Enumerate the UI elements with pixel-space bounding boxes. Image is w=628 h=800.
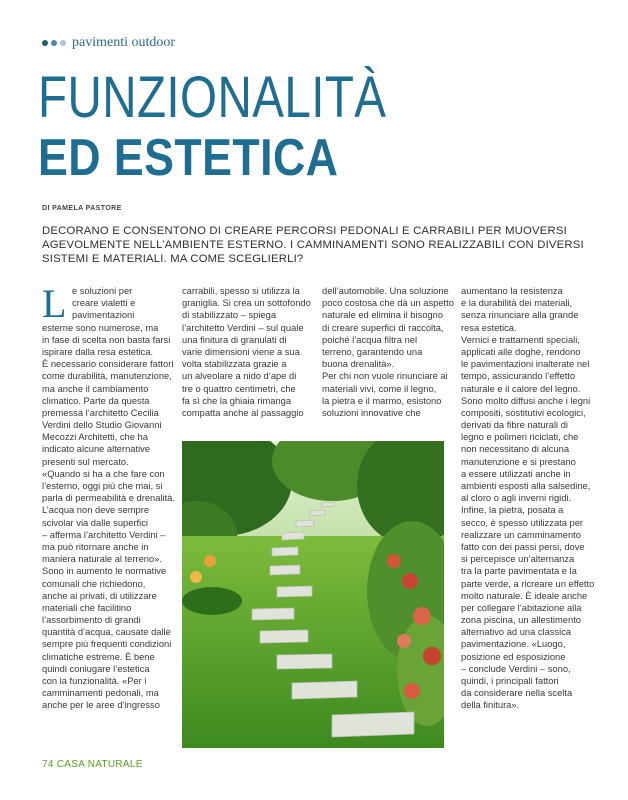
text-line: sempre più frequenti condizioni [42, 639, 172, 650]
text-line: – afferma l’architetto Verdini – [42, 529, 166, 540]
section-dots-icon [42, 40, 66, 46]
text-line: una finitura di granulati di [182, 334, 287, 345]
text-line: Sono in aumento le normative [42, 566, 167, 577]
text-line: materiali che facilitino [42, 602, 132, 613]
text-line: premessa l’architetto Cecilia [42, 407, 159, 418]
text-line: esterne sono numerose, ma [42, 322, 159, 333]
title-line-1: FUNZIONALITÀ [38, 65, 387, 130]
text-line: ambienti esposti alla salsedine, [461, 481, 591, 491]
text-line: camminamenti pedonali, ma [42, 688, 159, 699]
text-line: in fase di scelta non basta farsi [42, 334, 171, 345]
text-line: climatico. Parte da questa [42, 395, 150, 406]
text-line: graniglia. Si crea un sottofondo [182, 298, 311, 309]
column-3 [322, 285, 454, 419]
text-line: zona piscina, un allestimento [461, 615, 581, 626]
column-1 [42, 281, 175, 712]
text-line: fatto con dei passi persi, dove [461, 541, 585, 552]
text-line: aumentano la resistenza [461, 286, 563, 296]
text-line: poco costosa che dà un aspetto [322, 298, 454, 309]
text-line: soluzioni innovative che [322, 407, 421, 418]
text-line: applicati alle doghe, rendono [461, 346, 581, 357]
text-line: per collegare l’abitazione alla [461, 602, 582, 613]
text-line: naturale e il calore del legno. [461, 383, 581, 394]
article-title [38, 65, 463, 187]
text-line: volta stabilizzata grazie a [182, 359, 287, 370]
text-line: quindi, i principali fattori [461, 676, 559, 686]
text-line: compatta anche al passaggio [182, 407, 304, 418]
text-line: ma può ritornare anche in [42, 541, 149, 552]
text-line: le pavimentazioni inalterate nel [461, 359, 590, 370]
text-line: con la funzionalità. «Per i [42, 676, 147, 686]
text-line: della finitura». [461, 700, 520, 711]
text-line: come durabilità, manutenzione, [42, 371, 172, 382]
text-line: buona drenalità». [322, 359, 395, 370]
text-line: È necessario considerare fattori [42, 359, 174, 370]
text-line: di creare superfici di raccolta, [322, 322, 444, 333]
text-line: Vernici e trattamenti speciali, [461, 334, 580, 345]
text-line: a essere utilizzati anche in [461, 468, 571, 479]
text-line: – conclude Verdini – sono, [461, 663, 571, 674]
text-line: presenti sul mercato. [42, 456, 129, 467]
text-line: al cloro o agli inverni rigidi. [461, 493, 572, 504]
text-line: pavimentazione. «Luogo, [461, 639, 566, 650]
text-line: derivati da fibre naturali di [461, 420, 568, 431]
folio [42, 759, 143, 770]
text-line: alternativo ad una classica [461, 627, 572, 638]
title-line-2: ED ESTETICA [38, 128, 339, 187]
garden-path-photo [182, 441, 444, 748]
text-line: poiché l’acqua filtra nel [322, 334, 418, 345]
text-line: tre o quattro centimetri, che [182, 383, 296, 394]
page-number: 74 [42, 759, 54, 770]
column-2 [182, 285, 311, 419]
text-line: Verdini dello Studio Giovanni [42, 420, 162, 431]
standfirst: DECORANO E CONSENTONO DI CREARE PERCORSI PEDONALI E CARRABILI PER MUOVERSI AGEVOLMENTE NELL’AMBIENTE ESTERNO. I CAMMINAMENTI SONO REALIZZABILI CON DIVERSI SISTEMI E MATERIALI. MA COME SCEGLIERLI? [42, 225, 584, 265]
text-line: un alveolare a nido d’ape di [182, 371, 297, 382]
text-line: da considerare nella scelta [461, 688, 573, 699]
text-line: di stabilizzato – spiega [182, 310, 277, 321]
section-label: pavimenti outdoor [72, 35, 176, 50]
text-line: maniera naturale al terreno». [42, 554, 162, 565]
text-line: Mecozzi Architetti, che ha [42, 432, 148, 443]
byline: DI PAMELA PASTORE [42, 205, 122, 212]
text-line: Sono molto diffusi anche i legni [461, 395, 591, 406]
text-line: compositi, sostitutivi ecologici, [461, 407, 586, 418]
text-line: tra la parte pavimentata e la [461, 566, 577, 577]
text-line: resa estetica. [461, 322, 517, 333]
text-line: indicato alcune alternative [42, 444, 151, 455]
text-line: Infine, la pietra, posata a [461, 505, 564, 516]
text-line: pavimentazioni [72, 310, 135, 321]
text-line: dell’automobile. Una soluzione [322, 286, 449, 296]
text-line: non necessitano di alcuna [461, 444, 570, 455]
text-line: carrabili, spesso si utilizza la [182, 286, 300, 296]
text-line: ma anche il cambiamento [42, 383, 149, 394]
text-line: comunali che richiedono, [42, 578, 146, 589]
text-line: quantità d’acqua, causate dalle [42, 627, 171, 638]
text-line: anche ai privati, di utilizzare [42, 590, 157, 601]
text-line: molto naturale. È ideale anche [461, 590, 588, 601]
column-4 [461, 285, 594, 712]
text-line: terreno, garantendo una [322, 346, 423, 357]
text-line: posizione ed esposizione [461, 651, 566, 662]
text-line: L’acqua non deve sempre [42, 505, 150, 516]
text-line: tempo, assicurando l’effetto [461, 371, 576, 382]
text-line: quindi coniugare l’estetica [42, 663, 150, 674]
text-line: creare vialetti e [72, 298, 136, 309]
text-line: legno e polimeri riciclati, che [461, 432, 579, 443]
text-line: Per chi non vuole rinunciare ai [322, 371, 448, 382]
text-line: si percepisce un’alternanza [461, 554, 575, 565]
text-line: parte verde, a ricreare un effetto [461, 578, 595, 589]
text-line: e soluzioni per [72, 286, 133, 296]
text-line: materiali vivi, come il legno, [322, 383, 437, 394]
text-line: senza rinunciare alla grande [461, 310, 579, 321]
text-line: l’esterno, oggi più che mai, si [42, 481, 163, 491]
text-line: scivolar via dalle superfici [42, 517, 148, 528]
text-line: realizzare un camminamento [461, 529, 581, 540]
text-line: fa sì che la ghiaia rimanga [182, 395, 292, 406]
magazine-name: CASA NATURALE [56, 759, 143, 770]
text-line: e la durabilità dei materiali, [461, 298, 573, 309]
drop-cap: L [42, 281, 67, 326]
section-tag [42, 35, 175, 51]
text-line: l’architetto Verdini – sul quale [182, 322, 304, 333]
text-line: climatiche estreme. È bene [42, 651, 155, 662]
text-line: manutenzione e si prestano [461, 456, 576, 467]
text-line: l’assorbimento di grandi [42, 615, 141, 626]
text-line: ispirare dalla resa estetica. [42, 346, 154, 357]
text-line: anche per le aree d’ingresso [42, 700, 160, 711]
text-line: secco, è spesso utilizzata per [461, 517, 584, 528]
text-line: varie dimensioni viene a sua [182, 346, 300, 357]
text-line: parla di permeabilità e drenalità. [42, 493, 175, 504]
text-line: naturale ed elimina il bisogno [322, 310, 444, 321]
text-line: «Quando si ha a che fare con [42, 468, 165, 479]
text-line: la pietra e il marmo, esistono [322, 395, 442, 406]
